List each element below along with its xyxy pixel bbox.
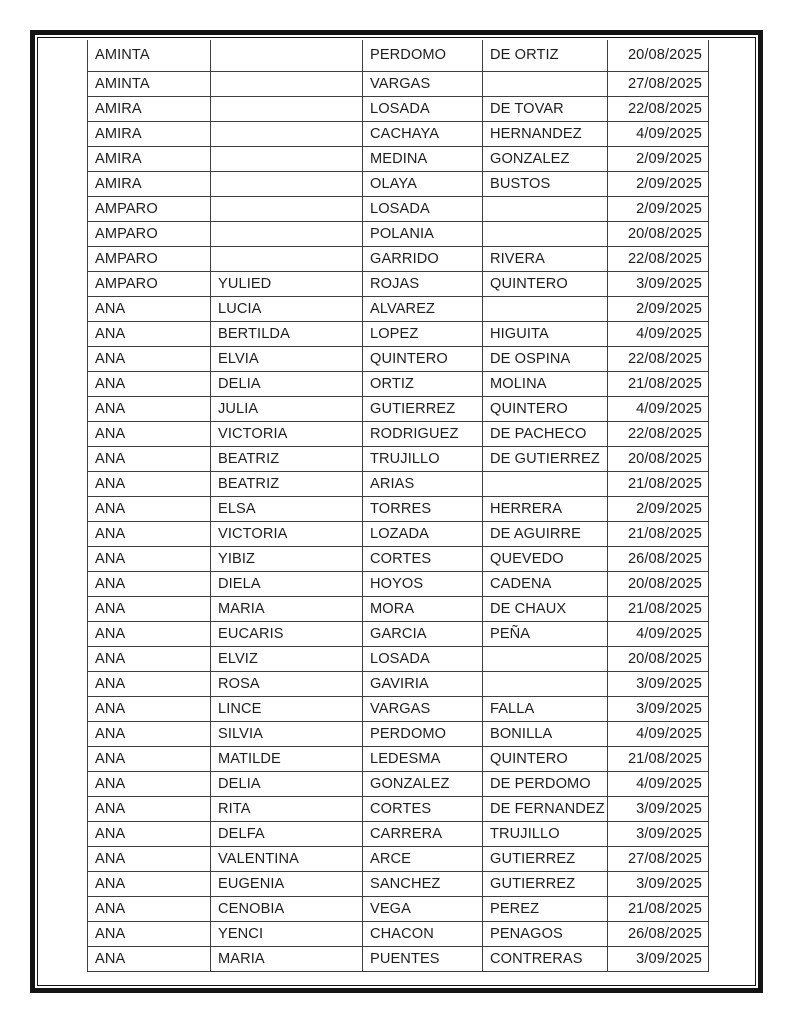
cell-middle-name: LUCIA	[211, 297, 363, 322]
cell-date: 21/08/2025	[608, 522, 709, 547]
cell-last-name: PUENTES	[363, 947, 483, 972]
cell-last-name: OLAYA	[363, 172, 483, 197]
table-row	[87, 222, 709, 247]
cell-last-name: HOYOS	[363, 572, 483, 597]
cell-second-last-name: GONZALEZ	[483, 147, 608, 172]
cell-first-name: AMPARO	[87, 272, 211, 297]
cell-last-name: LOSADA	[363, 97, 483, 122]
cell-first-name: ANA	[87, 322, 211, 347]
cell-middle-name	[211, 172, 363, 197]
cell-middle-name: CENOBIA	[211, 897, 363, 922]
cell-date: 4/09/2025	[608, 772, 709, 797]
cell-date: 4/09/2025	[608, 122, 709, 147]
cell-first-name: AMIRA	[87, 97, 211, 122]
cell-date: 20/08/2025	[608, 647, 709, 672]
cell-first-name: ANA	[87, 522, 211, 547]
table-row	[87, 172, 709, 197]
cell-second-last-name: BONILLA	[483, 722, 608, 747]
cell-date: 20/08/2025	[608, 40, 709, 72]
cell-second-last-name	[483, 197, 608, 222]
table-row	[87, 147, 709, 172]
table-row	[87, 797, 709, 822]
cell-middle-name: BERTILDA	[211, 322, 363, 347]
cell-first-name: ANA	[87, 447, 211, 472]
cell-date: 20/08/2025	[608, 572, 709, 597]
cell-second-last-name: CADENA	[483, 572, 608, 597]
table-row	[87, 322, 709, 347]
cell-last-name: MORA	[363, 597, 483, 622]
cell-last-name: TRUJILLO	[363, 447, 483, 472]
cell-middle-name: DELFA	[211, 822, 363, 847]
cell-last-name: ARIAS	[363, 472, 483, 497]
table-row	[87, 772, 709, 797]
cell-first-name: ANA	[87, 822, 211, 847]
cell-last-name: QUINTERO	[363, 347, 483, 372]
cell-date: 3/09/2025	[608, 797, 709, 822]
cell-second-last-name: DE PACHECO	[483, 422, 608, 447]
cell-date: 21/08/2025	[608, 597, 709, 622]
cell-first-name: ANA	[87, 397, 211, 422]
cell-middle-name: EUCARIS	[211, 622, 363, 647]
cell-date: 4/09/2025	[608, 622, 709, 647]
cell-last-name: GAVIRIA	[363, 672, 483, 697]
cell-middle-name: JULIA	[211, 397, 363, 422]
table-row	[87, 622, 709, 647]
cell-first-name: ANA	[87, 897, 211, 922]
cell-date: 21/08/2025	[608, 472, 709, 497]
cell-last-name: VEGA	[363, 897, 483, 922]
cell-first-name: ANA	[87, 347, 211, 372]
cell-first-name: AMPARO	[87, 197, 211, 222]
cell-last-name: LOSADA	[363, 197, 483, 222]
table-row	[87, 97, 709, 122]
cell-middle-name: MARIA	[211, 597, 363, 622]
cell-date: 20/08/2025	[608, 222, 709, 247]
table-row	[87, 422, 709, 447]
table-row	[87, 722, 709, 747]
cell-first-name: ANA	[87, 422, 211, 447]
cell-second-last-name: DE CHAUX	[483, 597, 608, 622]
cell-second-last-name: DE ORTIZ	[483, 40, 608, 72]
cell-date: 22/08/2025	[608, 347, 709, 372]
table-row	[87, 647, 709, 672]
cell-date: 2/09/2025	[608, 172, 709, 197]
table-row	[87, 672, 709, 697]
cell-date: 21/08/2025	[608, 372, 709, 397]
cell-middle-name: RITA	[211, 797, 363, 822]
table-row	[87, 572, 709, 597]
table-row	[87, 272, 709, 297]
cell-last-name: PERDOMO	[363, 722, 483, 747]
table-row	[87, 897, 709, 922]
cell-date: 4/09/2025	[608, 322, 709, 347]
cell-middle-name	[211, 222, 363, 247]
cell-second-last-name: RIVERA	[483, 247, 608, 272]
cell-first-name: AMINTA	[87, 72, 211, 97]
cell-last-name: POLANIA	[363, 222, 483, 247]
cell-first-name: ANA	[87, 922, 211, 947]
cell-first-name: ANA	[87, 372, 211, 397]
cell-first-name: ANA	[87, 622, 211, 647]
cell-second-last-name: HERRERA	[483, 497, 608, 522]
cell-second-last-name: HERNANDEZ	[483, 122, 608, 147]
cell-first-name: AMIRA	[87, 147, 211, 172]
cell-first-name: AMINTA	[87, 40, 211, 72]
cell-date: 27/08/2025	[608, 847, 709, 872]
cell-last-name: GARRIDO	[363, 247, 483, 272]
table-row	[87, 40, 709, 72]
cell-second-last-name	[483, 222, 608, 247]
cell-middle-name: VALENTINA	[211, 847, 363, 872]
cell-first-name: ANA	[87, 722, 211, 747]
cell-last-name: LEDESMA	[363, 747, 483, 772]
cell-last-name: GONZALEZ	[363, 772, 483, 797]
cell-second-last-name: QUINTERO	[483, 397, 608, 422]
cell-first-name: ANA	[87, 847, 211, 872]
table-row	[87, 297, 709, 322]
cell-first-name: AMIRA	[87, 122, 211, 147]
cell-date: 20/08/2025	[608, 447, 709, 472]
cell-middle-name: MARIA	[211, 947, 363, 972]
cell-first-name: ANA	[87, 297, 211, 322]
cell-first-name: ANA	[87, 947, 211, 972]
cell-middle-name: LINCE	[211, 697, 363, 722]
cell-date: 26/08/2025	[608, 922, 709, 947]
cell-last-name: ROJAS	[363, 272, 483, 297]
cell-middle-name: DIELA	[211, 572, 363, 597]
cell-last-name: MEDINA	[363, 147, 483, 172]
cell-date: 3/09/2025	[608, 697, 709, 722]
cell-last-name: CORTES	[363, 797, 483, 822]
table-row	[87, 947, 709, 972]
cell-date: 26/08/2025	[608, 547, 709, 572]
table-row	[87, 697, 709, 722]
table-row	[87, 72, 709, 97]
cell-first-name: ANA	[87, 747, 211, 772]
cell-date: 2/09/2025	[608, 197, 709, 222]
cell-last-name: ORTIZ	[363, 372, 483, 397]
cell-second-last-name: PENAGOS	[483, 922, 608, 947]
cell-second-last-name: DE FERNANDEZ	[483, 797, 608, 822]
cell-first-name: ANA	[87, 647, 211, 672]
cell-last-name: VARGAS	[363, 72, 483, 97]
cell-second-last-name	[483, 472, 608, 497]
cell-first-name: ANA	[87, 872, 211, 897]
cell-date: 3/09/2025	[608, 822, 709, 847]
table-row	[87, 547, 709, 572]
cell-first-name: ANA	[87, 697, 211, 722]
cell-middle-name: MATILDE	[211, 747, 363, 772]
cell-second-last-name: FALLA	[483, 697, 608, 722]
cell-middle-name: DELIA	[211, 772, 363, 797]
cell-last-name: CACHAYA	[363, 122, 483, 147]
cell-middle-name	[211, 147, 363, 172]
cell-middle-name	[211, 247, 363, 272]
cell-last-name: ARCE	[363, 847, 483, 872]
cell-date: 27/08/2025	[608, 72, 709, 97]
cell-second-last-name: TRUJILLO	[483, 822, 608, 847]
cell-last-name: VARGAS	[363, 697, 483, 722]
table-row	[87, 597, 709, 622]
cell-second-last-name	[483, 297, 608, 322]
cell-first-name: AMIRA	[87, 172, 211, 197]
cell-second-last-name: PEREZ	[483, 897, 608, 922]
cell-last-name: GARCIA	[363, 622, 483, 647]
cell-second-last-name: MOLINA	[483, 372, 608, 397]
cell-date: 2/09/2025	[608, 147, 709, 172]
cell-middle-name: VICTORIA	[211, 522, 363, 547]
cell-middle-name	[211, 40, 363, 72]
table-row	[87, 922, 709, 947]
cell-second-last-name: CONTRERAS	[483, 947, 608, 972]
cell-last-name: LOSADA	[363, 647, 483, 672]
cell-first-name: ANA	[87, 772, 211, 797]
cell-last-name: LOZADA	[363, 522, 483, 547]
cell-middle-name: ELVIZ	[211, 647, 363, 672]
cell-date: 2/09/2025	[608, 497, 709, 522]
cell-middle-name: SILVIA	[211, 722, 363, 747]
cell-date: 21/08/2025	[608, 747, 709, 772]
cell-last-name: TORRES	[363, 497, 483, 522]
cell-first-name: ANA	[87, 597, 211, 622]
cell-date: 22/08/2025	[608, 422, 709, 447]
cell-last-name: SANCHEZ	[363, 872, 483, 897]
cell-date: 3/09/2025	[608, 272, 709, 297]
cell-date: 4/09/2025	[608, 722, 709, 747]
cell-second-last-name: QUINTERO	[483, 747, 608, 772]
table-row	[87, 747, 709, 772]
cell-date: 22/08/2025	[608, 247, 709, 272]
cell-second-last-name: DE OSPINA	[483, 347, 608, 372]
table-row	[87, 347, 709, 372]
cell-middle-name: ELSA	[211, 497, 363, 522]
cell-second-last-name: GUTIERREZ	[483, 872, 608, 897]
cell-middle-name: YULIED	[211, 272, 363, 297]
cell-last-name: RODRIGUEZ	[363, 422, 483, 447]
cell-last-name: LOPEZ	[363, 322, 483, 347]
cell-second-last-name: BUSTOS	[483, 172, 608, 197]
cell-last-name: GUTIERREZ	[363, 397, 483, 422]
cell-middle-name	[211, 197, 363, 222]
cell-middle-name	[211, 72, 363, 97]
table-row	[87, 497, 709, 522]
cell-second-last-name: QUEVEDO	[483, 547, 608, 572]
cell-first-name: ANA	[87, 547, 211, 572]
table-row	[87, 397, 709, 422]
cell-first-name: ANA	[87, 672, 211, 697]
table-row	[87, 122, 709, 147]
table-row	[87, 822, 709, 847]
cell-middle-name: BEATRIZ	[211, 472, 363, 497]
cell-second-last-name	[483, 72, 608, 97]
cell-first-name: ANA	[87, 797, 211, 822]
cell-last-name: CORTES	[363, 547, 483, 572]
cell-date: 3/09/2025	[608, 947, 709, 972]
cell-date: 3/09/2025	[608, 872, 709, 897]
cell-second-last-name: DE AGUIRRE	[483, 522, 608, 547]
cell-middle-name	[211, 122, 363, 147]
cell-middle-name: EUGENIA	[211, 872, 363, 897]
cell-second-last-name: DE PERDOMO	[483, 772, 608, 797]
cell-second-last-name: GUTIERREZ	[483, 847, 608, 872]
table-row	[87, 847, 709, 872]
cell-middle-name: ELVIA	[211, 347, 363, 372]
cell-date: 21/08/2025	[608, 897, 709, 922]
cell-date: 3/09/2025	[608, 672, 709, 697]
cell-second-last-name	[483, 647, 608, 672]
cell-first-name: ANA	[87, 572, 211, 597]
cell-date: 22/08/2025	[608, 97, 709, 122]
cell-date: 4/09/2025	[608, 397, 709, 422]
cell-second-last-name: DE GUTIERREZ	[483, 447, 608, 472]
table-row	[87, 872, 709, 897]
cell-last-name: CARRERA	[363, 822, 483, 847]
table-row	[87, 247, 709, 272]
cell-second-last-name	[483, 672, 608, 697]
cell-first-name: AMPARO	[87, 222, 211, 247]
cell-first-name: ANA	[87, 497, 211, 522]
cell-first-name: AMPARO	[87, 247, 211, 272]
cell-middle-name: DELIA	[211, 372, 363, 397]
names-table	[87, 40, 709, 972]
cell-second-last-name: PEÑA	[483, 622, 608, 647]
cell-last-name: PERDOMO	[363, 40, 483, 72]
table-row	[87, 472, 709, 497]
cell-date: 2/09/2025	[608, 297, 709, 322]
cell-last-name: CHACON	[363, 922, 483, 947]
cell-second-last-name: QUINTERO	[483, 272, 608, 297]
table-row	[87, 522, 709, 547]
table-row	[87, 372, 709, 397]
cell-second-last-name: HIGUITA	[483, 322, 608, 347]
cell-second-last-name: DE TOVAR	[483, 97, 608, 122]
table-row	[87, 447, 709, 472]
table-row	[87, 197, 709, 222]
cell-middle-name: VICTORIA	[211, 422, 363, 447]
cell-last-name: ALVAREZ	[363, 297, 483, 322]
cell-first-name: ANA	[87, 472, 211, 497]
cell-middle-name: YIBIZ	[211, 547, 363, 572]
cell-middle-name: BEATRIZ	[211, 447, 363, 472]
cell-middle-name	[211, 97, 363, 122]
cell-middle-name: YENCI	[211, 922, 363, 947]
cell-middle-name: ROSA	[211, 672, 363, 697]
